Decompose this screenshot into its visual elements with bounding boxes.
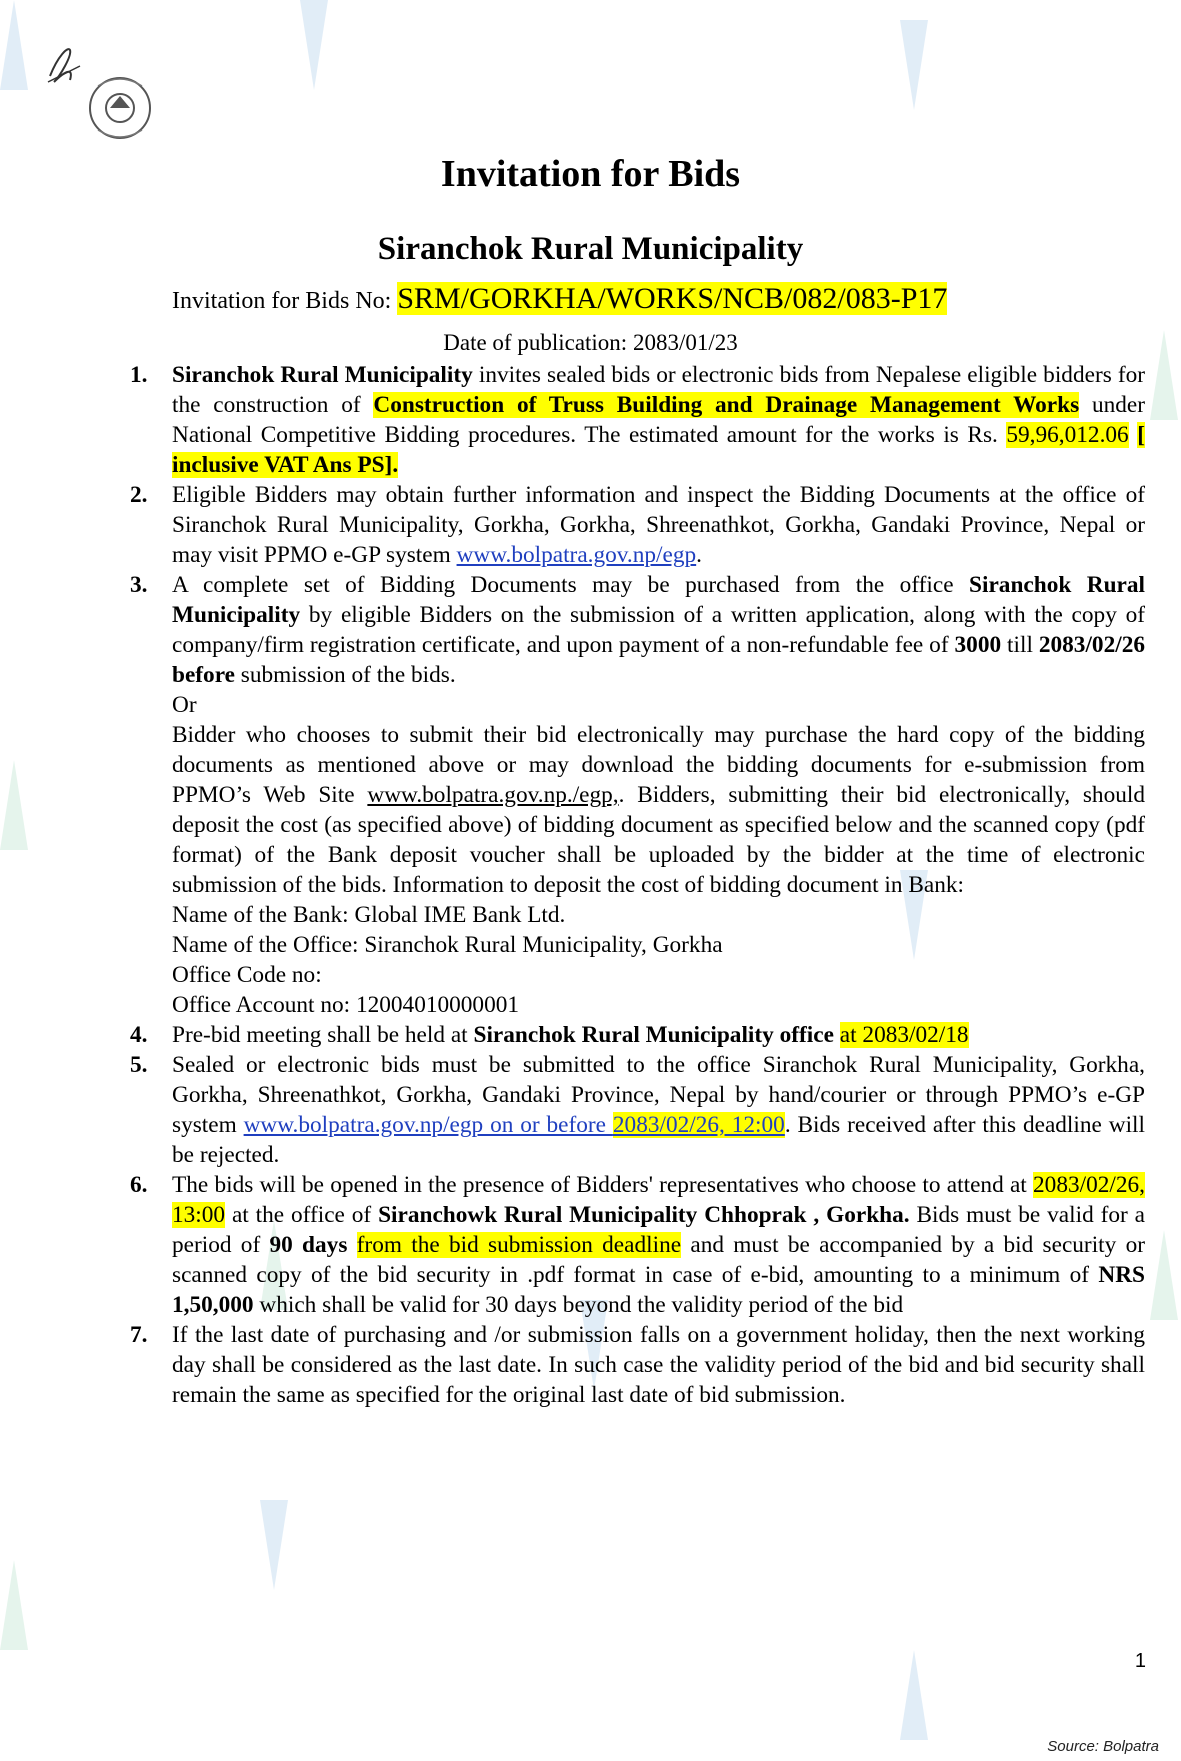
- watermark-arrow: [1150, 1230, 1178, 1320]
- clause-text: by eligible Bidders on the submission of a written application, along with the copy of company/firm registration certificate, and upon payment of a non-refundable fee of: [172, 602, 1145, 658]
- clause-text: If the last date of purchasing and /or submission falls on a government holiday, then the next working day shall be considered as the last date. In such case the validity period of the bid and bid security shall remain the same as specified for the original last date of bid submission.: [172, 1322, 1145, 1408]
- org-name: Siranchok Rural Municipality office: [473, 1022, 834, 1048]
- watermark-arrow: [900, 1650, 928, 1740]
- clause-text: Eligible Bidders may obtain further information and inspect the Bidding Documents at the office of Siranchok Rural Municipality, Gorkha, Gorkha, Shreenathkot, Gorkha, Gandaki Province, Nepal or may visit PPMO e-GP system: [172, 482, 1145, 568]
- clause-number: 3.: [130, 572, 148, 598]
- bid-clauses-list: [130, 360, 1145, 1410]
- clause-text: Pre-bid meeting shall be held at: [172, 1022, 474, 1048]
- clause-text: invites sealed bids or electronic bids from Nepalese eligible bidders for the construction of: [172, 362, 1145, 418]
- publication-date: Date of publication: 2083/01/23: [443, 330, 738, 355]
- clause-text: Sealed or electronic bids must be submitted to the office Siranchok Rural Municipality, Gorkha, Gorkha, Shreenathkot, Gorkha, Gandaki Province, Nepal by hand/courier or through PPMO’s e-GP system: [172, 1052, 1145, 1138]
- clause-number: 2.: [130, 482, 148, 508]
- clause-text: and must be accompanied by a bid security or scanned copy of the bid security in .pdf format in case of e-bid, amounting to a minimum of: [172, 1232, 1145, 1288]
- watermark-arrow: [900, 20, 928, 110]
- validity-days: 90 days: [269, 1232, 348, 1258]
- clause-number: 1.: [130, 362, 148, 388]
- submission-deadline: 2083/02/26, 12:00: [612, 1112, 785, 1138]
- ifb-number-value: SRM/GORKHA/WORKS/NCB/082/083-P17: [397, 282, 948, 315]
- office-name: Name of the Office: Siranchok Rural Municipality, Gorkha: [172, 932, 723, 958]
- clause-text: Bids must be valid for a period of: [172, 1202, 1146, 1258]
- organization-heading: Siranchok Rural Municipality: [377, 231, 804, 267]
- egp-link[interactable]: www.bolpatra.gov.np/egp: [456, 542, 697, 568]
- clause-text: Bidder who chooses to submit their bid electronically may purchase the hard copy of the bidding documents as mentioned above or may download the bidding documents for e-submission from PPMO’s Web Site: [172, 722, 1145, 808]
- clause-text: .: [696, 542, 702, 568]
- source-credit: Source: Bolpatra: [1047, 1738, 1159, 1755]
- or-separator: Or: [172, 692, 197, 718]
- clause-5: [130, 1050, 1145, 1170]
- clause-4: [130, 1020, 1145, 1050]
- vat-note: [ inclusive VAT Ans PS].: [172, 422, 1145, 478]
- watermark-arrow: [0, 1560, 28, 1650]
- prebid-date: at 2083/02/18: [839, 1022, 969, 1048]
- ifb-number-line: [172, 282, 947, 316]
- clause-text: under National Competitive Bidding procedures. The estimated amount for the works is Rs.: [172, 392, 1145, 448]
- clause-text: . Bidders, submitting their bid electronically, should deposit the cost (as specified above) of bidding document as specified below and the scanned copy (pdf format) of the Bank deposit voucher shall be uploaded by the bidder at the time of electronic submission of the bids. Information to deposit the cost of bidding document in Bank:: [172, 782, 1145, 898]
- clause-number: 6.: [130, 1172, 148, 1198]
- clause-7: [130, 1320, 1145, 1410]
- clause-text: [347, 1232, 356, 1258]
- validity-basis: from the bid submission deadline: [356, 1232, 682, 1258]
- org-name: Siranchowk Rural Municipality Chhoprak , Gorkha.: [378, 1202, 910, 1228]
- works-name: Construction of Truss Building and Drainage Management Works: [373, 392, 1080, 418]
- clause-text: till: [1001, 632, 1039, 658]
- clause-3: [130, 570, 1145, 1020]
- office-account: Office Account no: 12004010000001: [172, 992, 520, 1018]
- municipality-seal-icon: [40, 36, 160, 146]
- clause-text: . Bids received after this deadline will be rejected.: [172, 1112, 1145, 1168]
- egp-link[interactable]: www.bolpatra.gov.np/egp on or before: [243, 1112, 613, 1138]
- clause-1: [130, 360, 1145, 480]
- office-code: Office Code no:: [172, 962, 322, 988]
- clause-text: at the office of: [225, 1202, 379, 1228]
- clause-text: A complete set of Bidding Documents may be purchased from the office: [172, 572, 970, 598]
- clause-6: [130, 1170, 1145, 1320]
- clause-2: [130, 480, 1145, 570]
- estimated-amount: 59,96,012.06: [1006, 422, 1129, 448]
- org-name: Siranchok Rural Municipality: [172, 572, 1146, 628]
- clause-text: which shall be valid for 30 days beyond the validity period of the bid: [253, 1292, 904, 1318]
- opening-date: 2083/02/26, 13:00: [172, 1172, 1145, 1228]
- clause-number: 7.: [130, 1322, 148, 1348]
- watermark-arrow: [260, 1500, 288, 1590]
- ppmo-website-link[interactable]: www.bolpatra.gov.np./egp,: [367, 782, 619, 808]
- page-title: Invitation for Bids: [440, 153, 741, 195]
- page-number: 1: [1134, 1650, 1146, 1672]
- ifb-number-label: Invitation for Bids No:: [172, 288, 392, 314]
- purchase-deadline: 2083/02/26 before: [172, 632, 1145, 688]
- watermark-arrow: [300, 0, 328, 90]
- clause-number: 4.: [130, 1022, 148, 1048]
- clause-text: The bids will be opened in the presence of Bidders' representatives who choose to attend at: [172, 1172, 1034, 1198]
- clause-text: [834, 1022, 840, 1048]
- org-name: Siranchok Rural Municipality: [172, 362, 473, 388]
- bid-security-amount: NRS 1,50,000: [172, 1262, 1145, 1318]
- watermark-arrow: [0, 0, 28, 90]
- clause-text: submission of the bids.: [234, 662, 456, 688]
- watermark-arrow: [0, 760, 28, 850]
- bank-name: Name of the Bank: Global IME Bank Ltd.: [172, 902, 566, 928]
- clause-number: 5.: [130, 1052, 148, 1078]
- fee-amount: 3000: [954, 632, 1002, 658]
